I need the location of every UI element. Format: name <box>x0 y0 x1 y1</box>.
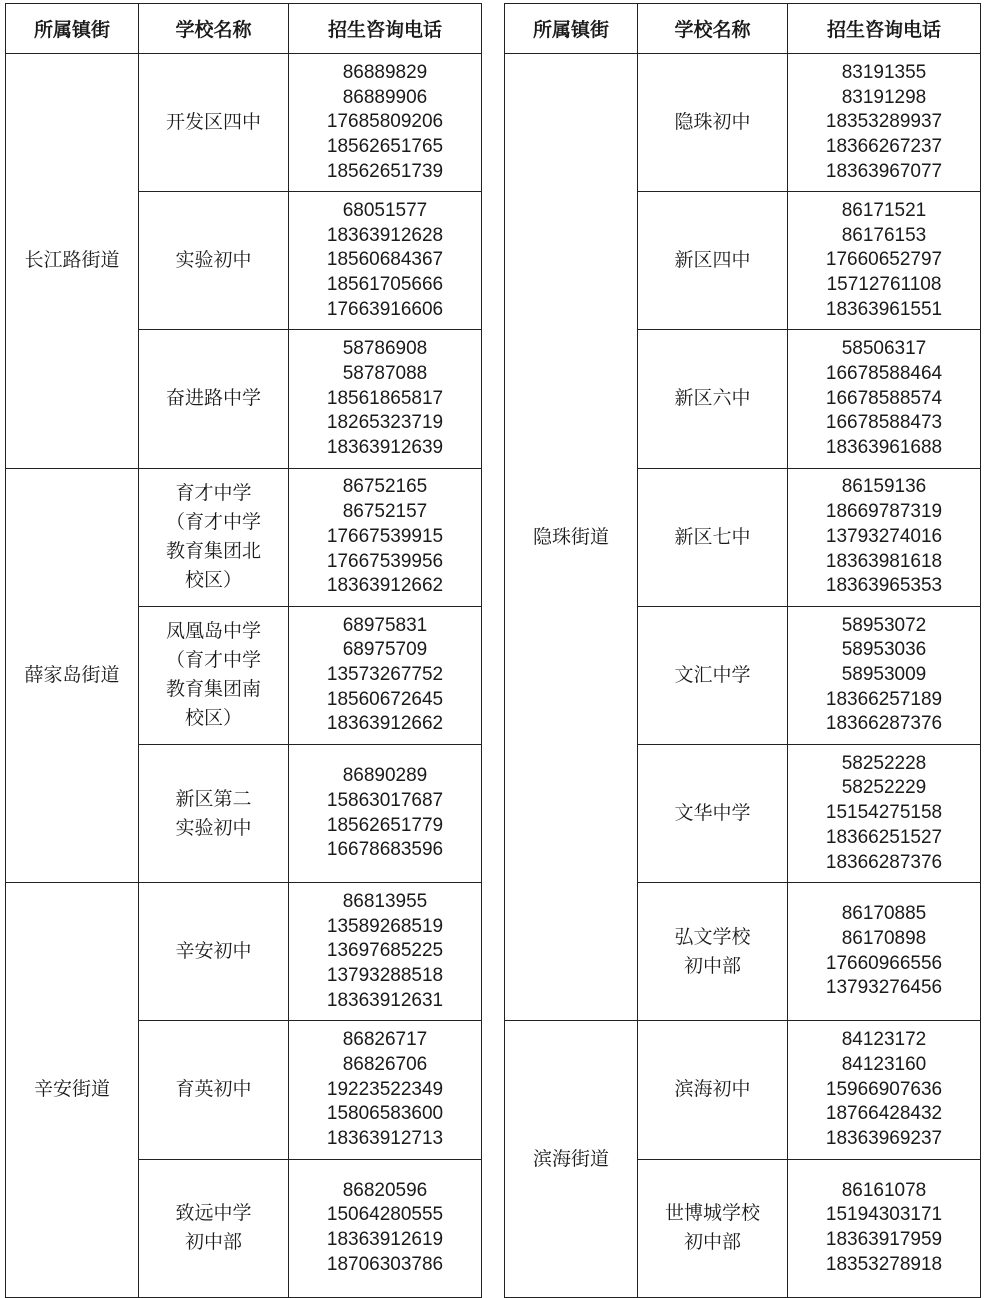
phone-number: 86890289 <box>342 765 428 787</box>
header-row <box>6 4 482 54</box>
phone-number: 84123160 <box>841 1053 927 1075</box>
table-row <box>6 468 482 606</box>
header-phone: 招生咨询电话 <box>289 4 482 54</box>
phone-number: 86171521 <box>841 200 927 222</box>
phone-number: 18353289937 <box>825 111 943 133</box>
phone-number: 18363912662 <box>326 713 444 735</box>
header-school: 学校名称 <box>638 4 788 54</box>
school-name-cell <box>638 192 788 330</box>
phone-cell <box>289 54 482 192</box>
phone-number: 18363912631 <box>326 989 444 1011</box>
header-phone: 招生咨询电话 <box>788 4 981 54</box>
phone-cell <box>788 883 981 1021</box>
school-name-cell <box>139 192 289 330</box>
phone-number: 18363912713 <box>326 1127 444 1149</box>
phone-cell <box>788 744 981 882</box>
phone-number: 18265323719 <box>326 412 444 434</box>
phone-cell <box>289 192 482 330</box>
phone-number: 18366257189 <box>825 688 943 710</box>
district-cell: 滨海街道 <box>505 1021 638 1297</box>
left-contact-table <box>5 3 482 1298</box>
phone-number: 15064280555 <box>326 1204 444 1226</box>
phone-cell <box>289 606 482 744</box>
school-name-line: 教育集团南 <box>165 678 261 701</box>
phone-number: 17660652797 <box>825 249 943 271</box>
table-row <box>6 883 482 1021</box>
school-name-cell <box>139 883 289 1021</box>
school-name-cell <box>139 468 289 606</box>
phone-number: 18353278918 <box>825 1253 943 1275</box>
school-name-line: 初中部 <box>184 1231 242 1254</box>
right-contact-table <box>504 3 981 1298</box>
phone-number: 58252229 <box>841 777 927 799</box>
phone-number: 86826706 <box>342 1053 428 1075</box>
phone-number: 18562651765 <box>326 135 444 157</box>
phone-number: 13697685225 <box>326 940 444 962</box>
phone-number: 18363981618 <box>825 550 943 572</box>
phone-number: 18363912628 <box>326 224 444 246</box>
phone-number: 18669787319 <box>825 501 943 523</box>
phone-number: 18561705666 <box>326 274 444 296</box>
school-name-line: 初中部 <box>683 1231 741 1254</box>
phone-number: 18561865817 <box>326 387 444 409</box>
phone-cell <box>788 1021 981 1159</box>
school-name-line: （育才中学 <box>165 511 261 534</box>
district-cell: 隐珠街道 <box>505 54 638 1021</box>
phone-number: 18366251527 <box>825 826 943 848</box>
school-name-line: 新区第二 <box>175 787 252 810</box>
school-name-cell <box>638 468 788 606</box>
phone-number: 83191298 <box>841 86 927 108</box>
phone-number: 86889906 <box>342 86 428 108</box>
school-name-line: （育才中学 <box>165 649 261 672</box>
phone-cell <box>788 606 981 744</box>
table-row <box>6 54 482 192</box>
phone-cell <box>788 54 981 192</box>
phone-number: 17685809206 <box>326 111 444 133</box>
school-name-cell <box>139 54 289 192</box>
phone-number: 58787088 <box>342 362 428 384</box>
phone-number: 16678588473 <box>825 412 943 434</box>
school-name-line: 弘文学校 <box>674 925 751 948</box>
phone-number: 16678588464 <box>825 362 943 384</box>
phone-number: 19223522349 <box>326 1078 444 1100</box>
school-name-cell <box>638 330 788 468</box>
school-name-cell <box>139 606 289 744</box>
header-row <box>505 4 981 54</box>
district-cell: 长江路街道 <box>6 54 139 469</box>
phone-number: 18363912639 <box>326 437 444 459</box>
school-name-line: 育才中学 <box>175 482 252 505</box>
phone-number: 13793276456 <box>825 977 943 999</box>
phone-number: 17667539956 <box>326 550 444 572</box>
school-name-line: 实验初中 <box>175 816 252 839</box>
phone-number: 15806583600 <box>326 1103 444 1125</box>
school-name-line: 文汇中学 <box>674 663 751 686</box>
school-name-line: 实验初中 <box>175 249 252 272</box>
phone-number: 18363967077 <box>825 160 943 182</box>
phone-number: 18363965353 <box>825 575 943 597</box>
school-name-line: 新区六中 <box>674 387 751 410</box>
school-name-line: 文华中学 <box>674 802 751 825</box>
phone-number: 13793288518 <box>326 965 444 987</box>
table-row <box>505 54 981 192</box>
phone-number: 18363961688 <box>825 437 943 459</box>
school-name-cell <box>638 883 788 1021</box>
phone-number: 17663916606 <box>326 298 444 320</box>
school-name-line: 开发区四中 <box>165 111 261 134</box>
phone-number: 86176153 <box>841 224 927 246</box>
phone-number: 58786908 <box>342 338 428 360</box>
phone-number: 18366267237 <box>825 135 943 157</box>
phone-number: 86170898 <box>841 928 927 950</box>
school-name-line: 致远中学 <box>175 1202 252 1225</box>
phone-number: 86889829 <box>342 61 428 83</box>
phone-number: 18363912662 <box>326 575 444 597</box>
phone-cell <box>788 1159 981 1297</box>
phone-number: 18766428432 <box>825 1103 943 1125</box>
phone-number: 13589268519 <box>326 915 444 937</box>
school-name-line: 世博城学校 <box>664 1202 760 1225</box>
phone-number: 86159136 <box>841 476 927 498</box>
phone-cell <box>289 883 482 1021</box>
school-name-line: 辛安初中 <box>175 940 252 963</box>
phone-number: 58953072 <box>841 614 927 636</box>
header-district: 所属镇街 <box>505 4 638 54</box>
phone-number: 68975709 <box>342 639 428 661</box>
phone-number: 18366287376 <box>825 713 943 735</box>
phone-cell <box>788 192 981 330</box>
phone-number: 58953009 <box>841 663 927 685</box>
phone-cell <box>788 330 981 468</box>
school-name-cell <box>638 744 788 882</box>
school-name-line: 育英初中 <box>175 1078 252 1101</box>
school-name-cell <box>638 1021 788 1159</box>
phone-number: 13573267752 <box>326 663 444 685</box>
district-cell: 薛家岛街道 <box>6 468 139 883</box>
district-cell: 辛安街道 <box>6 883 139 1298</box>
school-name-line: 滨海初中 <box>674 1078 751 1101</box>
phone-number: 86820596 <box>342 1179 428 1201</box>
phone-number: 18562651739 <box>326 160 444 182</box>
school-name-cell <box>638 606 788 744</box>
school-name-cell <box>139 744 289 882</box>
header-district: 所属镇街 <box>6 4 139 54</box>
phone-number: 15194303171 <box>825 1204 943 1226</box>
phone-number: 68051577 <box>342 200 428 222</box>
phone-number: 58506317 <box>841 338 927 360</box>
phone-number: 86752157 <box>342 501 428 523</box>
phone-number: 18363969237 <box>825 1127 943 1149</box>
school-name-line: 初中部 <box>683 954 741 977</box>
phone-number: 15863017687 <box>326 789 444 811</box>
school-name-line: 校区） <box>184 707 242 730</box>
phone-number: 15966907636 <box>825 1078 943 1100</box>
phone-number: 15712761108 <box>826 274 942 296</box>
school-name-cell <box>638 1159 788 1297</box>
phone-number: 17667539915 <box>326 525 444 547</box>
school-name-line: 奋进路中学 <box>165 387 261 410</box>
phone-number: 86170885 <box>841 903 927 925</box>
school-name-cell <box>139 1159 289 1297</box>
phone-number: 86161078 <box>841 1179 927 1201</box>
school-name-cell <box>139 1021 289 1159</box>
phone-number: 84123172 <box>841 1029 927 1051</box>
phone-number: 58252228 <box>841 752 927 774</box>
header-school: 学校名称 <box>139 4 289 54</box>
phone-number: 18560672645 <box>326 688 444 710</box>
school-name-line: 新区七中 <box>674 525 751 548</box>
school-name-line: 新区四中 <box>674 249 751 272</box>
school-name-line: 隐珠初中 <box>674 111 751 134</box>
phone-number: 18363912619 <box>326 1229 444 1251</box>
phone-cell <box>788 468 981 606</box>
phone-number: 86752165 <box>342 476 428 498</box>
phone-number: 83191355 <box>841 61 927 83</box>
school-name-line: 校区） <box>184 569 242 592</box>
table-row <box>505 1021 981 1159</box>
phone-number: 13793274016 <box>825 525 943 547</box>
phone-number: 18366287376 <box>825 851 943 873</box>
phone-number: 86813955 <box>342 890 428 912</box>
phone-number: 18562651779 <box>326 814 444 836</box>
phone-number: 18363961551 <box>825 298 943 320</box>
school-name-cell <box>139 330 289 468</box>
phone-cell <box>289 1021 482 1159</box>
phone-number: 58953036 <box>841 639 927 661</box>
phone-cell <box>289 330 482 468</box>
phone-cell <box>289 1159 482 1297</box>
phone-number: 16678683596 <box>326 839 444 861</box>
phone-number: 86826717 <box>342 1029 428 1051</box>
phone-number: 18706303786 <box>326 1253 444 1275</box>
phone-number: 16678588574 <box>825 387 943 409</box>
phone-number: 68975831 <box>342 614 428 636</box>
phone-number: 18363917959 <box>825 1229 943 1251</box>
school-name-cell <box>638 54 788 192</box>
school-name-line: 凤凰岛中学 <box>165 620 261 643</box>
school-name-line: 教育集团北 <box>165 540 261 563</box>
phone-number: 17660966556 <box>825 952 943 974</box>
phone-cell <box>289 468 482 606</box>
phone-number: 15154275158 <box>825 802 943 824</box>
phone-number: 18560684367 <box>326 249 444 271</box>
phone-cell <box>289 744 482 882</box>
